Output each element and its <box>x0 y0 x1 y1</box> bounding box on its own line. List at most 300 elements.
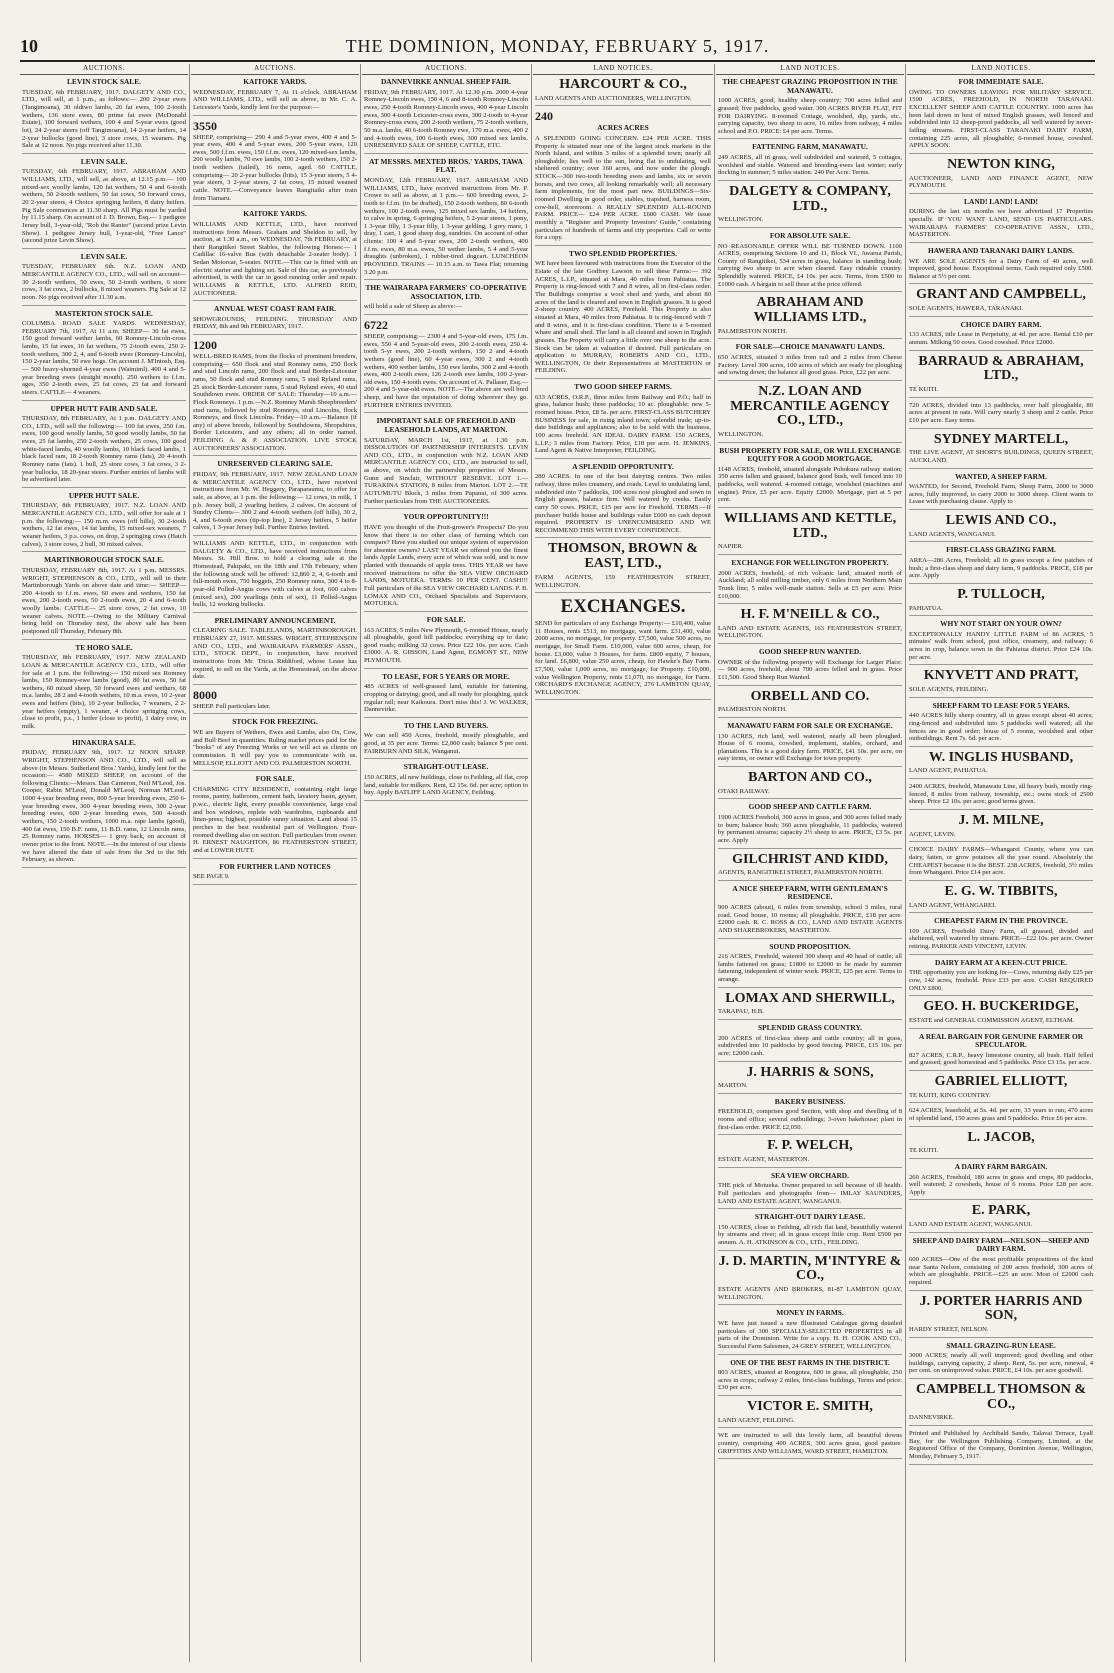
advertisement <box>22 492 186 552</box>
ad-heading: A REAL BARGAIN FOR GENUINE FARMER OR SPECULATOR. <box>918 1031 1084 1050</box>
ad-heading: CHOICE DAIRY FARM. <box>960 319 1042 329</box>
advertisement <box>193 689 357 715</box>
advertisement <box>22 556 186 639</box>
advertiser-name: LOMAX AND SHERWILL, <box>725 990 895 1006</box>
advertiser-name: J. D. MARTIN, M'INTYRE & CO., <box>718 1253 902 1284</box>
advertisement <box>22 405 186 488</box>
advertisement <box>535 110 711 245</box>
ad-body: HAVE you thought of the Fruit-grower's Prospects? Do you know that there is no other class of farming which can compare? Have you studied our unique system of supervision for absentee owners? LAST YEAR we offered you the finest lands Apple Lands, every acre of which was sold, and is now planted with thousands of apple trees. THIS YEAR we have received instructions to offer the SEA VIEW ORCHARD LANDS, MOTUEKA. TERMS: 10 PER CENT. CASH!!! Full particulars of the SEA VIEW ORCHARD LANDS. P. B. LOMAX AND CO., Orchard Specialists and Supervisors, MOTUEKA. <box>364 523 528 608</box>
ad-body: 1148 ACRES, freehold, situated alongside Pohokura railway station; 350 acres fallen and grassed, balance good bush, well fenced into 10 paddocks, well watered. 4-roomed cottage, woolshed (machines and engine). Price, £5 per acre. Equity £2000. Mortgage, part at 5 per cent. <box>718 465 902 504</box>
column-4 <box>533 64 713 1662</box>
advertiser-name: LEWIS AND CO., <box>945 513 1057 529</box>
advertiser-name: N.Z. LOAN AND MERCANTILE AGENCY CO., LTD., <box>730 383 890 429</box>
ad-heading: UPPER HUTT SALE. <box>68 490 140 500</box>
ad-heading: TWO GOOD SHEEP FARMS. <box>574 382 672 392</box>
ad-heading: MANAWATU FARM FOR SALE OR EXCHANGE. <box>727 720 893 730</box>
ad-body: MONDAY, 12th FEBRUARY, 1917. ABRAHAM AND WILLIAMS, LTD., have received instructions from Mr. P. Crowe to sell as above, at 1 p.m.— 600 breeding ewes, 2-tooth to f.f.m. (to be drafted), 150 2-tooth wethers, 80 6-tooth wethers, 100 2-tooth ewes, 125 mixed sex lambs, 14 heifers, to calve in spring, 6 springing heifers, 5 2-year steers, 1 pony, 1 3-year filly, 1 3-year filly, 1 3-year gelding, 1 grey mare, 1 dray, 1 cart, 1 good sheep dog, sundries. On account of other clients: 100 4 and 5-year ewes, 200 2-tooth wethers, 400 f.f.m. ewes, 80 m.a. ewes, 50 wether lambs, 5 4 and 5-year draughts (unbroken), 1 rubber-tired dogcart. LUNCHEON PROVIDED. TRAINS — 10.15 a.m. to Tawa Flat; returning 3.20 p.m. <box>364 176 528 276</box>
ad-body: 200 ACRES of first-class sheep and cattle country; all in grass, subdivided into 10 paddocks by good fencing. PRICE, £15 10s. per acre; £2000 cash. <box>718 1034 902 1057</box>
column-5 <box>716 64 904 1662</box>
ad-body: WE have been favoured with instructions from the Executor of the Estate of the late Godfrey Lawson to sell these Farms:— 392 ACRES, L.I.P., situated at Mara, 40 miles from Pahiatua. The Property is ring-fenced with 7 and 8 wires, all in first-class order. The Buildings comprise a wool shed and yards, and about 80 acres of the land is cleared and sown in English grasses. It is good 2-sheep country. 400 ACRES, Freehold. This Property is also situated at Mara, 40 miles from Pahiatua. It is ring-fenced with 7 and 8 wires, and it is first-class condition. There is a 5-roomed whare and small shed. The land is all cleared and sown in English grasses. The Property will carry a little over one sheep to the acre. Stock can be taken at valuation if desired. Full particulars on application to MURRAY, ROBERTS AND CO., LTD., WELLINGTON, Or their Representatives at MASTERTON or FEILDING. <box>535 260 711 375</box>
advertisement <box>718 1172 902 1210</box>
advertisement <box>909 620 1093 665</box>
advertiser-name: HARCOURT & CO., <box>559 77 687 93</box>
ad-heading: LAND! LAND! LAND! <box>964 196 1038 206</box>
ad-body: WE have just issued a new Illustrated Catalogue giving detailed particulars of 300 SPECIALLY-SELECTED PROPERTIES in all parts of the Dominion. Write for a copy. H. H. COOK AND CO., Successful Farm Salesmen, 24 GREY STREET, WELLINGTON. <box>718 1319 902 1350</box>
ad-body: SHEEP, comprising:— 2300 4 and 5-year-old ewes, 175 f.m. ewes, 550 4 and 5-year-old ewes, 200 2-tooth ewes, 250 4-tooth 5-yr ewes, 200 2-tooth wethers, 150 2 and 4-tooth wethers (good line), 60 4-year ewes, 300 2 and 4-tooth wethers, 400 wether lambs, 150 ewe lambs, 300 2 and 4-tooth ewes, 400 2-tooth ewes, 126 2-tooth ewe lambs, 100 2-year-old ewes, 150 4-tooth ewes. On account of A. Pallaser, Esq.— 200 4 and 5-year-old ewes. NOTE.—The above are well bred sheep, and have the reputation of doing wherever they go. FURTHER ENTRIES INVITED. <box>364 333 528 409</box>
column-heading: AUCTIONS. <box>20 64 188 75</box>
advertiser-name: E. G. W. TIBBITS, <box>944 883 1058 899</box>
advertisement <box>22 310 186 401</box>
ad-body: 133 ACRES, title Lease in Perpetuity, at 4d. per acre. Rental £10 per annum. Milking 50 cows. Good cowshed. Price £2000. <box>909 331 1093 346</box>
advertisement <box>364 319 528 413</box>
ad-body: TUESDAY, 6th FEBRUARY, 1917. ABRAHAM AND WILLIAMS, LTD., will sell, as above, at 12.15 p.m.— 100 mixed-sex woolly lambs, 120 fat wethers, 50 4 and 6-tooth wethers, 50 2-tooth wethers, 50 fat cows, 50 forward cows, 20 2-year steers, 4 Choice springing heifers, 8 dairy heifers. Pig Sale commences at 11.30 sharp. All Pigs must be yarded by 11.15 sharp. On account of J. D. Brown, Esq.— 1 pedigree Jersey bull, 3-year-old, "Rob the Ranter" (second prize Levin Show). 1 pedigree Jersey bull, 1-year-old, "Free Lance" (second prize Levin Show). <box>22 168 186 245</box>
ad-body: TE KUITI, KING COUNTRY. <box>909 1091 991 1099</box>
ad-heading: MASTERTON STOCK SALE. <box>55 308 153 318</box>
ad-body: 900 ACRES (about), 6 miles from township, school 3 miles, rural road. Good house, 10 rooms; all ploughable. PRICE, £18 per acre. £2000 cash. R. C. ROSS & CO., LAND AND ESTATE AGENTS AND SHAREBROKERS, MASTERTON. <box>718 904 902 934</box>
ad-body: WELLINGTON. <box>718 216 764 224</box>
ad-heading: SHEEP FARM TO LEASE FOR 5 YEARS. <box>932 700 1070 710</box>
ad-body: WELLINGTON. <box>718 430 764 438</box>
ad-body: 600 ACRES—One of the most profitable propositions of the kind near Santa Nelson, consisting of 200 acres freehold, 300 acres of which are ploughable. PRICE—£25 an acre. Most of £2000 cash required. <box>909 1255 1093 1286</box>
ad-body: WE ARE SOLE AGENTS for a Dairy Farm of 40 acres, well improved, good house. Exceptional terms. Cash required only £500. Balance at 5½ per cent. <box>909 257 1093 280</box>
ad-body: ESTATE AGENT, MASTERTON. <box>718 1156 810 1164</box>
ad-body: SEE PAGE 9. <box>193 873 230 881</box>
ad-heading: SPLENDID GRASS COUNTRY. <box>758 1023 862 1033</box>
advertiser-name: E. PARK, <box>971 1203 1031 1219</box>
advertiser-name: W. INGLIS HUSBAND, <box>928 749 1074 765</box>
advertisement <box>909 514 1093 542</box>
ad-heading: MONEY IN FARMS. <box>776 1308 844 1318</box>
ad-body: 109 ACRES, Freehold Dairy Farm, all grassed, divided and sheltered, well watered by stream. PRICE—£22 10s. per acre. Owner retiring. PARKER AND VINCENT, LEVIN. <box>909 927 1093 951</box>
advertiser-name: BARTON AND CO., <box>748 770 872 786</box>
advertisement <box>193 339 357 456</box>
advertisement <box>909 433 1093 469</box>
advertisement <box>718 648 902 686</box>
ad-heading: TO THE LAND BUYERS. <box>403 720 489 730</box>
advertisement <box>193 718 357 771</box>
ad-body: HARDY STREET, NELSON. <box>909 1325 989 1333</box>
advertisement <box>909 1033 1093 1071</box>
advertisement <box>909 473 1093 511</box>
ad-heading: SOUND PROPOSITION. <box>769 941 851 951</box>
column-heading: AUCTIONS. <box>362 64 530 75</box>
ad-heading: LEVIN STOCK SALE. <box>67 77 141 87</box>
ad-body: SHEEP, comprising— 290 4 and 5-year ewes, 400 4 and 5-year ewes, 400 4 and 5-year ewes, 200 5-year ewes, 120 ewes, 500 f.f.m. ewes, 150 f.f.m. ewes, 120 mixed-sex lambs, 200 woolly lambs, 70 ewe lambs, 100 2-tooth wethers, 150 2-tooth wethers (tailed), 16 rams, aged. 60 CATTLE, comprising— 20 2-year bullocks (bits), 15 3-year steers, 5 4-year steers, 3 2-year steers, 2 fat cows, 15 mixed weaned cattle. NOTE.—Conveyance leaves Rangitaiki after train from Tiamaru. <box>193 133 357 202</box>
advertisement <box>718 803 902 848</box>
advertisement <box>718 559 902 604</box>
ad-body: 650 ACRES, situated 3 miles from rail and 2 miles from Cheese Factory. Level 300 acres, 100 acres of which are ready for ploughing and sowing down; the balance all good grass. Price, £22 per acre. <box>718 354 902 377</box>
advertisement <box>364 284 528 315</box>
column-heading: LAND NOTICES. <box>533 64 713 75</box>
advertisement <box>909 1295 1093 1338</box>
advertisement <box>718 1066 902 1094</box>
advertisement <box>718 1098 902 1136</box>
ad-body: PALMERSTON NORTH. <box>718 327 787 335</box>
ad-body: NAPIER. <box>718 543 744 551</box>
advertisement <box>364 78 528 154</box>
ad-heading: HINAKURA SALE. <box>72 737 136 747</box>
ad-heading: STRAIGHT-OUT DAIRY LEASE. <box>754 1212 866 1222</box>
advertisement <box>909 1237 1093 1291</box>
advertisement <box>909 846 1093 881</box>
advertiser-name: GRANT AND CAMPBELL, <box>916 287 1086 303</box>
ad-body: DANNEVIRKE. <box>909 1414 954 1422</box>
column-divider <box>905 64 906 1662</box>
advertiser-name: CAMPBELL THOMSON & CO., <box>915 1382 1087 1412</box>
ad-body: 803 ACRES, situated at Rongotea, 600 in grass, all ploughable, 250 acres in crops; railway 2 miles, first-class buildings. Terms and price: £30 per acre. <box>718 1369 902 1392</box>
advertisement <box>909 959 1093 997</box>
ad-body: TE KUITI. <box>909 1147 939 1155</box>
advertisement <box>22 253 186 306</box>
ad-body: Printed and Published by Archibald Sando, Talavai Terrace, Lyall Bay, for the Wellington Publishing Company, Limited, at the Registered Office of the Company, Dominion Avenue, Wellington, Monday, February 5, 1917. <box>909 1430 1093 1460</box>
advertiser-name: L. JACOB, <box>967 1129 1035 1145</box>
advertisement <box>718 853 902 881</box>
advertisement <box>909 1163 1093 1201</box>
advertisement <box>718 78 902 139</box>
ad-heading: SMALL GRAZING-RUN LEASE. <box>946 1340 1056 1350</box>
ad-heading: STRAIGHT-OUT LEASE. <box>403 762 489 772</box>
advertisement <box>909 355 1093 398</box>
ad-body: WILLIAMS AND KETTLE, LTD., have received instructions from Messrs. Graham and Sheldon to sell, by auction, at 1.30 a.m., on WEDNESDAY, 7th FEBRUARY, at their Rangitikei Street Stables, the following Horses:— 1 Cadillac 16-valve Bus (with detachable 2-seater body). 1 Sedan Motorcar, 5-seater. NOTE.—This car is fitted with an electric starter and lighting set. Sale of this car, as previously advertised, is with the car in good running order and repair. WILLIAMS & KETTLE, LTD. ALFRED REID, AUCTIONEER. <box>193 220 357 297</box>
advertisement <box>535 383 711 459</box>
ad-heading: AT MESSRS. MEXTED BROS.' YARDS, TAWA FLAT. <box>369 156 523 175</box>
advertiser-name: KNYVETT AND PRATT, <box>923 668 1079 684</box>
advertisement <box>718 1255 902 1306</box>
advertisement <box>364 417 528 509</box>
advertiser-name: GEO. H. BUCKERIDGE, <box>923 999 1079 1015</box>
ad-body: OTAKI RAILWAY. <box>718 787 770 795</box>
ad-number: 3550 <box>193 118 217 133</box>
ad-body: WILLIAMS AND KETTLE, LTD., in conjunction with DALGETY & CO., LTD., have received instructions from Messrs. St. Hill Bros. to hold a clearing sale at the Homestead, Pakipaki, on the 18th and 17th February, when the following stock will be offered: 12,860 2, 4, 6-tooth and full-mouth ewes, 750 hoggets, 250 Romney rams, 300 4 to 8-year-old Polled-Angus cows with calves at foot, 600 calves (mixed sex), 200 yearlings (mix of sex), 11 Polled-Angus bulls, 12 working bullocks. <box>193 540 357 609</box>
ad-body: 633 ACRES, O.R.P., three miles from Railway and P.O.; half in grass, balance bush; three paddocks; 10 ac. ploughable; new 5-roomed house. Price, £8 5s. per acre. FIRST-CLASS BUTCHERY BUSINESS for sale, in rising inland town; splendid trade; up-to-date buildings and appliances; also to be sold with the business, 100 acres freehold. AN IDEAL DAIRY FARM. 150 ACRES, L.I.P.; 3 miles from Factory. Price, £18 per acre. H. JENKINS, Land Agent & Native Interpreter, FEILDING. <box>535 393 711 455</box>
column-divider <box>189 64 190 1662</box>
ad-body: MARTON. <box>718 1082 748 1090</box>
ad-body: CLEARING SALE. TABLELANDS, MARTINBOROUGH. FEBRUARY 27, 1917. MESSRS. WRIGHT, STEPHENSON AND CO., LTD., and WAIRARAPA FARMERS' ASSN., LTD., STOCK DEPT., in conjunction, have received instructions from Mr. Tricia Riddiford, whose Lease has expired, to sell on the Yards, at the Homestead, on the above date. <box>193 627 357 681</box>
ad-heading: BAKERY BUSINESS. <box>774 1096 846 1106</box>
advertisement <box>535 542 711 593</box>
ad-body: 624 ACRES, leasehold, at 5s. 4d. per acre, 33 years to run; 470 acres of splendid land, 150 acres grass and 5 paddocks. Price £6 per acre. <box>909 1107 1093 1122</box>
ad-heading: FATTENING FARM, MANAWATU. <box>752 142 868 152</box>
advertiser-name: J. PORTER HARRIS AND SON, <box>919 1293 1083 1324</box>
ad-heading: FIRST-CLASS GRAZING FARM. <box>946 545 1056 555</box>
advertisement <box>909 588 1093 616</box>
ad-body: COLUMBA ROAD SALE YARDS. WEDNESDAY, FEBRUARY 7th, 1917, At 11 a.m. SHEEP— 30 fat ewes, 150 good forward wether lambs, 60 Romney-Lincoln-cross lambs, 15 fat ewes, 16 fat wethers, 75 2-tooth ewes, 250 2-tooth wethers, 300 2, 4, and 6-tooth ewes (Romney-Lincoln), 150 2-year lambs, 50 ewe hogs. On account J. M'Intosh, Esq.— 500 heavy-shorned 4-year ewes (Waimiml). 400 4 and 5-year breeding ewes (straight mouth). 250 wethers to f.f.m. ages, 350 2-tooth ewes, 25 fat cows, 25 fat and forward steers. CATTLE— 4 weaners. <box>22 320 186 396</box>
advertisement <box>22 644 186 735</box>
ad-body: 1900 ACRES Freehold, 300 acres in grass, and 300 acres felled ready to burn; balance bush; 360 acres ploughable, 11 paddocks, watered by permanent streams; capacity 2½ sheep to acre. PRICE, £3 5s. per acre. Apply <box>718 813 902 844</box>
ad-body: 216 ACRES, Freehold, watered 300 sheep and 40 head of cattle; all lambs fattened on grass; £1800 to £2000 to be made by summer fattening, independent of winter work. PRICE, £25 per acre. Terms to arrange. <box>718 953 902 984</box>
ad-body: TE KUITI. <box>909 385 939 393</box>
column-3 <box>362 64 530 1662</box>
advertiser-name: H. F. M'NEILL & CO., <box>740 607 880 623</box>
ad-body: WEDNESDAY, FEBRUARY 7, At 11 o'clock. ABRAHAM AND WILLIAMS, LTD., will sell as above, in Mr. C. A. Leicester's Yards, kindly lent for the purpose:— <box>193 88 357 111</box>
advertisement <box>193 863 357 885</box>
page-number: 10 <box>20 36 38 56</box>
ad-body: FREEHOLD, comprises good Section, with shop and dwelling of 8 rooms and office; several outbuildings; 3-oven bakehouse; plant in first-class order. PRICE £2,050. <box>718 1108 902 1131</box>
advertisement <box>718 232 902 292</box>
ad-heading: BUSH PROPERTY FOR SALE, OR WILL EXCHANGE EQUITY FOR A GOOD MORTGAGE. <box>719 445 901 464</box>
advertisement <box>909 546 1093 584</box>
ad-heading: LEVIN SALE. <box>80 156 128 166</box>
ad-body: will hold a sale of Sheep as above:— <box>364 303 462 311</box>
ad-body: 1000 ACRES, good, healthy sheep country; 700 acres felled and grassed; five paddocks, good water. 300 ACRES RIVER FLAT, FIT FOR DAIRYING. 8-roomed Cottage, woolshed, dip, yards, etc., carrying capacity, two sheep to acre, 16 miles from railway, 4 miles school and P.O. PRICE: £4 per acre. Terms. <box>718 97 902 135</box>
advertisement <box>718 1213 902 1251</box>
column-heading: LAND NOTICES. <box>716 64 904 75</box>
advertiser-name: J. M. MILNE, <box>958 813 1044 829</box>
ad-number: 6722 <box>364 318 388 333</box>
ad-heading: ONE OF THE BEST FARMS IN THE DISTRICT. <box>730 1357 890 1367</box>
ad-body: WANTED, for Second, Freehold Farm, Sheep Farm, 2000 to 3000 acres, fully improved, to carry 2000 to 3000 sheep. Client wants to Lease with purchasing clause. Apply to <box>909 483 1093 506</box>
ad-body: ESTATE and GENERAL COMMISSION AGENT, ELTHAM. <box>909 1016 1075 1024</box>
ad-body: 720 ACRES, divided into 13 paddocks, over half ploughable, 80 acres at present in oats. Will carry nearly 3 sheep and 2 cattle. Price £10 per acre. Easy terms. <box>909 401 1093 424</box>
ad-body: 827 ACRES, C.R.P., heavy limestone country, all bush. Half felled and grassed; good homestead and 5 paddocks. Price £3 15s. per acre. <box>909 1051 1093 1067</box>
ad-heading: ACRES ACRES <box>597 123 649 133</box>
advertisement <box>718 722 902 767</box>
ad-heading: MARTINBOROUGH STOCK SALE. <box>44 555 164 565</box>
advertisement <box>909 198 1093 243</box>
ad-body: CHARMING CITY RESIDENCE, containing eight large rooms, pantry, bathroom, cement bath, lavatory basin, geyser, p.w.c., electric light, every possible convenience, large coal and box windows, replete with wardrobes, cupboards and linen-press; highest, possible sunny situation. Land about 15 perches in the best residential part of Wellington. Four-roomed dwelling also on section. Full particulars from owner. H. ERNEST NAUGHTON, 86 FEATHERSTON STREET, and at LOWER HUTT. <box>193 785 357 854</box>
advertiser-name: GILCHRIST AND KIDD, <box>732 851 888 867</box>
ad-body: A SPLENDID GOING CONCERN. £24 PER ACRE. THIS Property is situated near one of the largest stock markets in the North Island, and within 3 miles of a splendid town; nearly all ploughable; lies well to the sun, being flat to undulating, well sheltered country; over 160 acres, and now under the plough. STOCK—300 two-tooth breeding ewes and lambs, six or seven horses, and two cows, all looking remarkably well; all necessary farm implements, for the most part new. BUILDINGS—Six-roomed Dwelling in good order, stables, trapshed, harness room, cow-hell, storeroom. A REALLY SPLENDID ALL-ROUND FARM. PRICE— £24 PER ACRE. £600 CASH. We issue monthly a "Register and Property Investors' Guide," containing particulars of hundreds of farms and city properties. Call or write for a copy. <box>535 134 711 242</box>
ad-body: LAND AGENT, FEILDING. <box>718 1416 795 1424</box>
ad-heading: SEA VIEW ORCHARD. <box>771 1170 849 1180</box>
advertisement <box>535 250 711 379</box>
column-heading: LAND NOTICES. <box>907 64 1095 75</box>
ad-heading: FOR SALE—CHOICE MANAWATU LANDS. <box>735 342 885 352</box>
ad-body: OWNER of the following property will Exchange for Larger Place:— 900 acres, freehold, about 700 acres felled and in grass. Price £11,500. Good Sheep Run Wanted. <box>718 658 902 681</box>
masthead <box>20 36 1095 62</box>
ad-heading: A NICE SHEEP FARM, WITH GENTLEMAN'S RESIDENCE. <box>732 883 888 902</box>
ad-body: LAND AND ESTATE AGENT, WANGANUI. <box>909 1221 1033 1229</box>
advertisement <box>909 885 1093 913</box>
advertisement <box>718 343 902 381</box>
advertisement <box>193 210 357 301</box>
advertisement <box>909 1131 1093 1159</box>
ad-heading: A SPLENDID OPPORTUNITY. <box>572 461 674 471</box>
advertisement <box>364 158 528 280</box>
ad-body: AGENT, LEVIN. <box>909 830 956 838</box>
ad-body: THE LIVE AGENT, AT SHORT'S BUILDINGS, QUEEN STREET, AUCKLAND. <box>909 449 1093 464</box>
advertisement <box>909 288 1093 316</box>
ad-body: AUCTIONEER, LAND AND FINANCE AGENT, NEW PLYMOUTH. <box>909 174 1093 190</box>
advertisement <box>909 78 1093 154</box>
advertisement <box>718 771 902 799</box>
advertisement <box>718 690 902 718</box>
ad-heading: YOUR OPPORTUNITY!!! <box>403 512 489 522</box>
advertiser-name: SYDNEY MARTELL, <box>933 431 1069 447</box>
ad-number: 240 <box>535 109 553 124</box>
column-heading: AUCTIONS. <box>191 64 359 75</box>
ad-body: 3000 ACRES, nearly all well improved; good dwelling and other buildings, carrying capacity, 2 sheep. Rent, 5s. per acre, renewal, 4 per cent. on unimproved value. PRICE, £4 10s. per acre goodwill. <box>909 1352 1093 1375</box>
advertiser-name: ORBELL AND CO. <box>750 688 870 704</box>
ad-heading: UNRESERVED CLEARING SALE. <box>217 459 333 469</box>
ad-body: OWING TO OWNERS LEAVING FOR MILITARY SERVICE. 1590 ACRES, FREEHOLD, IN NORTH TARANAKI. EXCELLENT SHEEP AND CATTLE COUNTRY. 1000 acres has been laid down in best of mixed English grasses, well fenced and subdivided into 12 sheep-proof paddocks, all well watered by never-failing streams. FIRST-CLASS TARANAKI DAIRY FARM, containing 225 acres, all ploughable; 6-roomed house, cowshed. APPLY SOON. <box>909 88 1093 150</box>
newspaper-title: THE DOMINION, MONDAY, FEBRUARY 5, 1917. <box>345 36 770 56</box>
ad-body: SHEEP. Full particulars later. <box>193 702 271 710</box>
ad-body: 440 ACRES hilly sheep country, all in grass except about 40 acres; ring-fenced and subdivided into 5 paddocks well watered; all the fences are in good order; house of 5 rooms, woolshed and other outbuildings. Rent 7s. 6d. per acre. <box>909 712 1093 743</box>
ad-body: LAND AND ESTATE AGENTS, 163 FEATHERSTON STREET, WELLINGTON. <box>718 624 902 640</box>
ad-body: AREA—286 Acres, Freehold; all in grass except a few patches of bush; a first-class sheep and dairy farm, 9 paddocks. PRICE, £18 per acre. Apply <box>909 556 1093 580</box>
ad-heading: SHEEP AND DAIRY FARM—NELSON—SHEEP AND DAIRY FARM. <box>912 1235 1090 1254</box>
advertisement <box>193 617 357 685</box>
ad-body: THE opportunity you are looking for—Cows, returning daily £25 per cow, 142 acres, freehold. Price £33 per acre. CASH REQUIRED ONLY £800. <box>909 969 1093 992</box>
ad-body: FRIDAY, 9th FEBRUARY, 1917. NEW ZEALAND LOAN & MERCANTILE AGENCY CO., LTD., have received instructions from Mr. W. Heggery, Paraparaumu, to offer for sale, as above, at 1 p.m. the following:— 12 cows, in milk, 1 p.b. Jersey bull, 2 yearling heifers, 2 calves. On account of Sundry Clients— 300 2 and 4-tooth wethers (off hills), 30 2, 4, and 6-tooth ewes (tip-top line), 2 Jersey heifers, 5 heifer calves, 1 3-year Jersey bull. Further Entries Invited. <box>193 470 357 532</box>
ad-body: WE are Buyers of Wethers, Ewes and Lambs, also Ox, Cow, and Bull Beef in quantities. Ruling market prices paid for the "books" of any Freezing Works or we will act as clients on commission. It will pay you to communicate with us. MELLSOP, ELLIOTT AND CO. PALMERSTON NORTH. <box>193 729 357 767</box>
advertisement <box>718 296 902 339</box>
ad-heading: ANNUAL WEST COAST RAM FAIR. <box>213 304 337 314</box>
advertiser-name: F. P. WELCH, <box>767 1138 853 1154</box>
advertisement <box>22 78 186 154</box>
ad-body: PALMERSTON NORTH. <box>718 706 787 714</box>
ad-body: 260 ACRES, Freehold, 180 acres in grass and crops, 80 paddocks, well watered; 2 cowsheds, house of 6 rooms. Price £28 per acre. Apply <box>909 1173 1093 1196</box>
masthead-rule <box>20 60 1095 62</box>
ad-heading: PRELIMINARY ANNOUNCEMENT. <box>214 615 336 625</box>
ad-heading: HAWERA AND TARANAKI DAIRY LANDS. <box>928 245 1074 255</box>
ad-body: THURSDAY, FEBRUARY 8th, 1917. At 1 p.m. MESSRS. WRIGHT, STEPHENSON & CO., LTD., will sell in their Martinborough Yards on above date and time:— SHEEP— 200 4-tooth to f.f.m. ewes, 60 ewes and wethers, 150 fat ewes, 200 2-tooth ewes, 50 2-tooth ewes, 20 4 and 6-tooth woolly lambs. CATTLE— 25 store cows, 2 fat cows, 10 weaner calves. NOTE.—Owing to the Military Carnival being held on Thursday next, the above sale has been postponed till Thursday, February 8th. <box>22 566 186 636</box>
ad-body: SATURDAY, MARCH 1st, 1917, at 1.30 p.m. DISSOLUTION OF PARTNERSHIP INTERESTS. LEVIN AND CO., LTD., in conjunction with N.Z. LOAN AND MERCANTILE AGENCY CO., LTD., are instructed to sell, as above, on which the partnership properties of Messrs. Gunn and Sinclair, WITHOUT RESERVE. LOT 1.—TURAKINA STATION, 8 miles from Marton. LOT 2.—TE AUTUMUTU Block, 3 miles from Papanui, of 300 acres. Further particulars from THE AUCTIONEERS. <box>364 436 528 505</box>
advertisement <box>718 1139 902 1167</box>
ad-heading: FOR IMMEDIATE SALE. <box>958 77 1044 87</box>
advertisement <box>909 1430 1093 1465</box>
ad-heading: THE CHEAPEST GRAZING PROPOSITION IN THE MANAWATU. <box>722 77 898 95</box>
advertisement <box>718 447 902 508</box>
ad-heading: IMPORTANT SALE OF FREEHOLD AND LEASEHOLD LANDS, AT MARTON. <box>376 416 516 434</box>
advertisement <box>909 917 1093 955</box>
advertisement <box>718 885 902 939</box>
ad-heading: GOOD SHEEP AND CATTLE FARM. <box>748 802 872 812</box>
ad-body: 150 ACRES, all new buildings, close to Feilding, all flat, crop land, suitable for milkers. Rent, £2 15s. 6d. per acre; option to buy. Apply BATLIFF LAND AGENCY, Feilding. <box>364 773 528 797</box>
ad-body: 130 ACRES, rich land, well watered, nearly all been ploughed. House of 6 rooms, cowshed, implement, stables, orchard, and plantations. This is a good dairy farm. PRICE, £41 10s. per acre, on easy terms, or owner will Exchange for town property. <box>718 732 902 763</box>
advertisement <box>193 540 357 613</box>
ad-body: THURSDAY, 8th FEBRUARY, At 1 p.m. DALGETY AND CO., LTD., will sell the following:— 100 fat ewes, 250 f.m. ewes, 100 good woolly lambs, 50 good woolly lambs, 50 fat ewes, 25 fat lambs, 250 2-tooth wethers, 25 cows, 100 good white-faced lambs, 40 woolly lambs, 10 black faced lambs, 1 black faced ram, 18 2-tooth Romney rams (fats), 20 4-tooth Romney rams (fats). 1 bull, 25 store cows, 3 fat cows, 3 2-year bullocks, 18 20-year steers. Further entries of lambs will be advertised later. <box>22 415 186 484</box>
column-divider <box>714 64 715 1662</box>
ad-body: 249 ACRES, all in grass, well subdivided and watered, 5 cottages, woolshed and stable. Watered and breeding-ewes last winter; early docking in summer; 5 miles station. 240 Per Acre. Terms. <box>718 154 902 177</box>
advertisement <box>193 305 357 335</box>
ad-heading: FOR SALE. <box>255 774 295 784</box>
ad-heading: KAITOKE YARDS. <box>243 77 307 87</box>
ad-heading: DAIRY FARM AT A KEEN-CUT PRICE. <box>935 957 1067 967</box>
ad-body: TUESDAY, FEBRUARY 6th. N.Z. LOAN AND MERCANTILE AGENCY CO., LTD., will sell on account— 30 2-tooth wethers, 50 ewes, 50 2-tooth wethers, 6 store cows, 3 fat cows, 2 bullocks, 8 mixed weaners. Pig Sale at 12 noon. No pigs received after 11.30 a.m. <box>22 263 186 301</box>
advertisement <box>909 1075 1093 1103</box>
ad-heading: DANNEVIRKE ANNUAL SHEEP FAIR. <box>380 77 512 87</box>
ad-number: 8000 <box>193 687 217 702</box>
ad-body: FRIDAY, FEBRUARY 9th, 1917. 12 NOON SHARP. WRIGHT, STEPHENSON AND CO., LTD., will sell as above (in Messrs. Sutherland Bros.' Yards), kindly lent for the occasion:— 4580 MIXED SHEEP, on account of the following Clients:—Messrs. Dan Cameron, Neil M'Leod, Jos. Cooper, Rabin M'Leod, Donald M'Leod, Norman M'Leod. 1000 4-year breeding ewes, 800 5-year breeding ewes, 250 6-year breeding ewes, 300 4-year breeding ewes, 300 2-year breeding ewes, 600 2-year breeding ewes, 500 4-tooth wethers, 150 2-tooth wethers, 1000 m.a. rape lambs (good), 400 fat ewes, 150 B.F. rams, 11 B.D. rams, 12 Lincoln rams, 25 Romney rams. HORSES— 1 grey back, on account of owner prior to the front. NOTE.—In the interest of our clients we have altered the date of sale from the 3rd to the 9th February, as shown. <box>22 749 186 864</box>
advertisement <box>718 1359 902 1397</box>
ad-body: EXCEPTIONALLY HANDY LITTLE FARM of 86 ACRES, 5 minutes' walk from school, post office, creamery, and railway; 6 acres in crop, balance sown in the Pahiatua district. Price £24 10s. per acre. <box>909 630 1093 661</box>
advertisement <box>535 597 711 700</box>
column-divider <box>531 64 532 1662</box>
ad-heading: UPPER HUTT FAIR AND SALE. <box>50 403 158 413</box>
advertisement <box>909 1000 1093 1028</box>
advertisement <box>718 185 902 228</box>
advertisement <box>718 992 902 1020</box>
ad-body: LAND AGENTS, WANGANUI. <box>909 530 996 538</box>
advertisement <box>193 460 357 536</box>
ad-heading: FOR FURTHER LAND NOTICES <box>219 861 331 871</box>
advertisement <box>909 321 1093 351</box>
ad-body: WE are instructed to sell this lovely farm, all beautiful downs country, comprising 400 ACRES, 300 acres grass, good pasture. GRIFFITHS AND WILLIAMS, WARD STREET, HAMILTON. <box>718 1432 902 1455</box>
advertisement <box>364 513 528 612</box>
advertisement <box>364 616 528 669</box>
ad-body: 280 ACRES. In one of the best dairying centres. Two miles railway, three miles creamery, and roads. Level to undulating land, subdivided into 7 paddocks, 100 acres now ploughed and sown in English grasses, balance firm. Well watered by creeks. Easily carry 50 cows. PRICE, £15 per acre for Freehold. TERMS.—If purchaser builds house and buildings value £600 no cash deposit required. PROPERTY IS UNENCUMBERED AND WE RECOMMEND THIS WITH EVERY CONFIDENCE. <box>535 473 711 534</box>
ad-body: SEND for particulars of any Exchange Property:— £10,400, value 11 Houses, rents £513, no mortgage, want farm. £31,400, value 2000 acres, no mortgage, for property. £7,500, value 500 acres, no mortgage, for Small Farm. £10,000, value 600 acres, cheap, for house. £3,000, value 3 Houses, for farm. £800 equity, 7 houses, for land. £6,800, value 250 acres, cheap, for Hawke's Bay Farm. £7,500, value 1,000 acres, no mortgage, for Property. £10,000, value Wellington Property, rents £1,070, no mortgage, for Farm. ORCHARD'S EXCHANGE AGENCY, 276 LAMBTON QUAY, WELLINGTON. <box>535 620 711 696</box>
ad-body: TARAPAU, H.B. <box>718 1008 764 1016</box>
advertisement <box>909 1107 1093 1126</box>
column-divider <box>360 64 361 1662</box>
column-6 <box>907 64 1095 1662</box>
ad-body: 485 ACRES of well-grassed land, suitable for fattening, cropping or dairying; good, and all ready for ploughing, quick regular rail; near Kaikoura. Don't miss this! J. W. WALKER, Dannevirke. <box>364 683 528 714</box>
ad-body: THE pick of Motueka. Owner prepared to sell because of ill health. Full particulars and photographs from— IMLAY SAUNDERS, LAND AND ESTATE AGENT, WANGANUI. <box>718 1182 902 1205</box>
advertisement <box>909 247 1093 285</box>
ad-heading: FOR ABSOLUTE SALE. <box>769 230 851 240</box>
ad-body: 150 ACRES, close to Feilding, all rich flat land, beautifully watered by streams and river; all in grass except little crop. Rent £500 per annum. A. H. ATKINSON & CO., LTD., FEILDING. <box>718 1223 902 1247</box>
column-1 <box>20 64 188 1662</box>
advertisement <box>909 669 1093 697</box>
advertiser-name: P. TULLOCH, <box>957 586 1045 602</box>
ad-heading: LEVIN SALE. <box>80 251 128 261</box>
advertisement <box>718 1400 902 1428</box>
advertiser-name: BARRAUD & ABRAHAM, LTD., <box>918 353 1084 384</box>
ad-body: SHOWGROUNDS, FEILDING. THURSDAY AND FRIDAY, 8th and 9th FEBRUARY, 1917. <box>193 315 357 331</box>
ad-heading: WANTED, A SHEEP FARM. <box>955 471 1047 481</box>
ad-body: SOLE AGENTS, FEILDING. <box>909 686 989 693</box>
advertisement <box>909 751 1093 779</box>
ad-number: 1200 <box>193 338 217 353</box>
ad-body: FRIDAY, 9th FEBRUARY, 1917. At 12.30 p.m. 2000 4-year Romney-Lincoln ewes, 150 4, 6 and 8-tooth Romney-Lincoln ewes, 250 4-tooth Romney-Lincoln ewes, 400 4-year Lincoln ewes, 300 4-tooth Leicester-cross ewes, 300 2-tooth to 4-year Romney-cross ewes, 200 2-tooth wethers, 75 2-tooth wethers, 50 m.a. lambs, 40 6-tooth Romney ewe, 170 m.a. ewes, 400 2 and 4-tooth ewes, 100 6-tooth ewes, 300 mixed sex lambs. UNRESERVED SALE OF SHEEP, CATTLE, ETC. <box>364 88 528 150</box>
ad-heading: A DAIRY FARM BARGAIN. <box>954 1161 1048 1171</box>
advertisement <box>909 814 1093 842</box>
ad-heading: TE HORO SALE. <box>75 642 133 652</box>
advertisement <box>718 512 902 555</box>
advertisement <box>22 739 186 868</box>
advertisement <box>193 775 357 858</box>
ad-heading: WHY NOT START ON YOUR OWN? <box>940 619 1062 629</box>
ad-body: THURSDAY, 8th FEBRUARY, 1917. N.Z. LOAN AND MERCANTILE AGENCY CO., LTD., will offer for sale at 1 p.m. the following:— 150 m.m. ewes (off hills), 30 2-tooth wethers, 12 fat ewes, 14 fat lambs, 15 mixed-sex weaners, 7 weaner heifers, 3 p.s. cows, on drop, 2 springing cows (Hatch calves), 3 store cows, 2 bull, 30 mixed calves. <box>22 502 186 548</box>
advertisement <box>364 763 528 801</box>
advertiser-name: J. HARRIS & SONS, <box>746 1064 874 1080</box>
advertisement <box>364 673 528 718</box>
column-2 <box>191 64 359 1662</box>
advertisement <box>718 1024 902 1062</box>
ad-heading: EXCHANGE FOR WELLINGTON PROPERTY. <box>731 558 889 567</box>
advertisement <box>535 463 711 539</box>
ad-headline: EXCHANGES. <box>560 596 686 618</box>
advertiser-name: NEWTON KING, <box>947 156 1055 172</box>
advertisement <box>718 1309 902 1354</box>
ad-body: WELL-BRED RAMS, from the flocks of prominent breeders, comprising— 650 flock and stud Romney rams, 250 flock and stud Lincoln rams, 200 flock and stud Border-Leicester rams, 50 flock and stud Romney rams, 5 stud Ryland rams, 25 stock Border-Leicester rams, 5 stud Ryland ewes, 40 stud Southdown ewes. ORDER OF SALE: Thursday—10 a.m.—Flock Romneys. 1 p.m.—N.Z. Romney Marsh Sheepbreeders' stud rams, followed by stud Romneys, stud Lincolns, flock Romneys, and flock Lincolns. Friday—10 a.m.—Balance (if any) of above breeds, followed by Southdowns, Shropshires, Border Leicesters, and any others; all in order named. FEILDING A. & P. ASSOCIATION. LIVE STOCK AUCTIONEERS' ASSOCIATION. <box>193 353 357 452</box>
advertisement <box>718 608 902 644</box>
ad-body: 163 ACRES, 5 miles New Plymouth, 6-roomed House, nearly all ploughable, good hill paddocks; everything up to date; good roads; milking 32 cows. Price £22 10s. per acre. Cash £3000. A. R. GIBSON, Land Agent, EGMONT ST., NEW PLYMOUTH. <box>364 626 528 665</box>
ad-body: FARM AGENTS, 159 FEATHERSTON STREET, WELLINGTON. <box>535 573 711 589</box>
advertisement <box>22 158 186 249</box>
ad-body: 2000 ACRES, freehold, of rich volcanic land, situated north of Auckland; all solid milling timber, only 6 miles from Northern Main Trunk line; 5 miles well-made station. Sells at £5 per acre. Price £10,000. <box>718 569 902 600</box>
advertiser-name: DALGETY & COMPANY, LTD., <box>729 183 891 214</box>
ad-body: CHOICE DAIRY FARMS—Whangarei County, where you can dairy, fatten, or grow potatoes all the year round. Absolutely the CHEAPEST because it is the BEST. 238 ACRES, freehold, 3½ miles from Whangarei. Price £14 per acre. <box>909 846 1093 877</box>
ad-heading: CHEAPEST FARM IN THE PROVINCE. <box>934 916 1068 926</box>
advertisement <box>718 1432 902 1459</box>
ad-body: DURING the last six months we have advertised 17 Properties specially. IF YOU WANT LAND, SEND US PARTICULARS. WAIRARAPA FARMERS' CO-OPERATIVE ASSN., LTD., MASTERTON. <box>909 208 1093 239</box>
ad-body: LAND AGENT, PAHIATUA. <box>909 767 988 775</box>
advertisement <box>193 120 357 207</box>
advertisement <box>535 78 711 106</box>
ad-body: THURSDAY, 8th FEBRUARY, 1917. NEW ZEALAND LOAN & MERCANTILE AGENCY CO., LTD., will offer for sale at 1 p.m. the following:— 150 mixed sex Romney lambs, 150 Romney-ewe lambs (good), 80 fat ewes, 50 fat wethers, 60 mixed sheep, 50 forward ewes and wethers, 68 m.a. lambs, 28 2 and 4-tooth wethers, 10 m.a. ewes, 10 2-year ewes and heifers (bits), 10 2-year bullocks, 7 weaners, 2 2-year heifers (empty), 1 weaner, 4 choice springing cows, close to profit, p.s., 1 heifer (close to profit), 1 dairy cow, in milk. <box>22 654 186 731</box>
ad-heading: TWO SPLENDID PROPERTIES. <box>569 248 677 258</box>
advertisement <box>909 1204 1093 1232</box>
advertiser-name: ABRAHAM AND WILLIAMS LTD., <box>753 295 867 326</box>
advertisement <box>718 385 902 443</box>
advertiser-name: THOMSON, BROWN & EAST, LTD., <box>548 541 698 572</box>
ad-body: LAND AGENT, WHANGAREI. <box>909 901 996 909</box>
ad-heading: THE WAIRARAPA FARMERS' CO-OPERATIVE ASSOCIATION, LTD. <box>365 283 527 301</box>
